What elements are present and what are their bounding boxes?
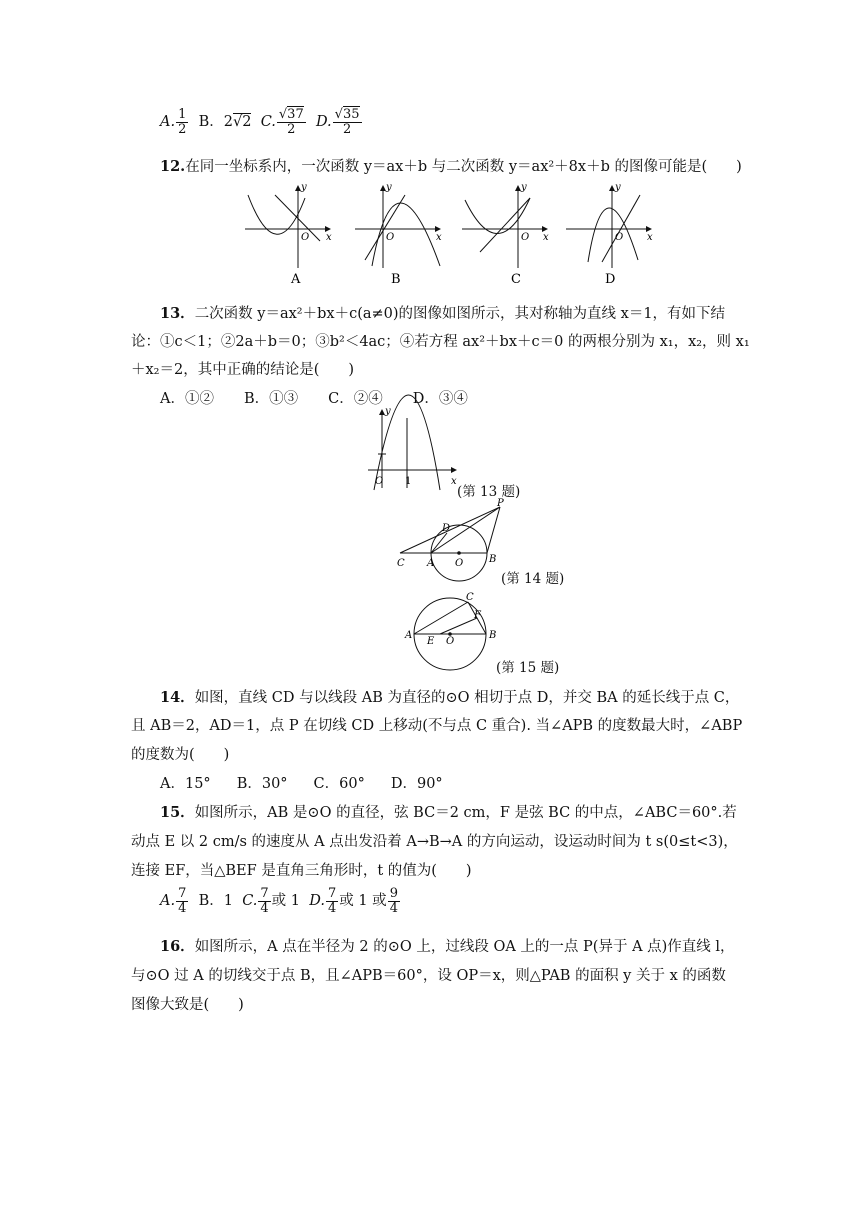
q15-option-c-fraction: $\frac{7}{4}$: [260, 886, 269, 916]
q12-b-origin: O: [386, 232, 395, 243]
q13-number: 13．: [160, 305, 195, 322]
q12-label-a: A: [291, 272, 301, 287]
q15-number: 15．: [160, 804, 195, 821]
q15-option-d-fraction: $\frac{7}{4}$: [327, 886, 337, 916]
fig13-axis-y: y: [385, 406, 391, 417]
q13-options: [160, 387, 468, 408]
q14-option-d: D．90°: [390, 776, 443, 792]
fig14-label-c: C: [397, 558, 405, 569]
q12-d-origin: O: [615, 232, 624, 243]
fig13-axis-x: x: [451, 476, 457, 487]
q12-d-axis-x: x: [647, 232, 653, 243]
q13-option-c: C．②④: [328, 391, 383, 407]
fig15-caption: (第 15 题): [496, 660, 560, 676]
q15-option-a-fraction: $\frac{7}{4}$: [178, 886, 187, 916]
fig14-graph: [400, 507, 500, 581]
q15-option-b: B．1: [198, 893, 233, 910]
fig14-label-p: P: [497, 498, 504, 509]
fig13-origin: O: [375, 476, 384, 487]
fig15-label-e: E: [427, 636, 435, 647]
fig15-label-o: O: [446, 636, 455, 647]
fig15-label-f: F: [474, 610, 481, 621]
q14-line1: 14．如图，直线 CD 与以线段 AB 为直径的⊙O 相切于点 D，并交 BA 的延长线于点 C，: [160, 689, 740, 706]
q12-graph-a: [245, 186, 330, 268]
q14-options: [160, 772, 443, 793]
q12-d-axis-y: y: [615, 182, 621, 193]
q15-option-c-label: C.: [242, 893, 258, 910]
q11-option-c-fraction: $\frac{√37}{2}$: [278, 107, 304, 137]
q12-text: 在同一坐标系内，一次函数 y＝ax＋b 与二次函数 y＝ax²＋8x＋b 的图像可能是( ): [185, 159, 742, 175]
q11-option-c-label: C.: [260, 114, 276, 131]
q12-b-axis-y: y: [386, 182, 392, 193]
q14-option-a: A．15°: [160, 776, 211, 792]
q12-graph-c: [462, 186, 547, 268]
q13-line1: 13．二次函数 y＝ax²＋bx＋c(a≠0)的图像如图所示，其对称轴为直线 x＝1，有如下结: [160, 305, 726, 322]
q12-label-b: B: [391, 272, 401, 287]
q15-option-d-mid: 或 1 或: [339, 893, 387, 910]
q13-option-b: B．①③: [243, 391, 299, 407]
q13-line2: 论：①c＜1；②2a＋b＝0；③b²＜4ac；④若方程 ax²＋bx＋c＝0 的两根分别为 x₁，x₂，则 x₁: [131, 334, 750, 350]
q15-line3: 连接 EF，当△BEF 是直角三角形时，t 的值为( ): [131, 863, 472, 879]
fig14-label-b: B: [489, 554, 497, 565]
q11-option-b-label: B．2√2: [198, 114, 252, 131]
q12-c-origin: O: [521, 232, 530, 243]
q12-c-axis-y: y: [521, 182, 527, 193]
q12-graph-b: [355, 186, 440, 268]
q14-option-c: C．60°: [313, 776, 365, 792]
q12-a-origin: O: [301, 232, 310, 243]
q13-option-d: D．③④: [412, 391, 468, 407]
fig15-label-a: A: [405, 630, 413, 641]
q11-option-b-sqrt: √2: [232, 114, 252, 131]
fig13-tick-1: 1: [405, 476, 412, 487]
q16-line3: 图像大致是( ): [131, 997, 244, 1013]
q12-b-axis-x: x: [436, 232, 442, 243]
fig14-label-a: A: [427, 558, 435, 569]
q15-option-a-label: A.: [160, 893, 176, 910]
fig15-label-b: B: [489, 630, 497, 641]
q15-options: [160, 887, 401, 915]
q14-line2: 且 AB＝2，AD＝1，点 P 在切线 CD 上移动(不与点 C 重合). 当∠APB 的度数最大时，∠ABP: [131, 718, 743, 734]
q13-line3: ＋x₂＝2，其中正确的结论是( ): [131, 362, 355, 378]
fig14-label-d: D: [442, 523, 451, 534]
q15-line2: 动点 E 以 2 cm/s 的速度从 A 点出发沿着 A→B→A 的方向运动，设运动时间为 t s(0≤t<3)，: [131, 834, 738, 850]
q12-graph-d: [566, 186, 651, 268]
q11-option-d-fraction: $\frac{√35}{2}$: [334, 107, 360, 137]
fig14-center-dot: [457, 551, 461, 555]
q12-number: 12.: [160, 158, 186, 175]
q11-option-a-label: A.: [160, 114, 176, 131]
q15-option-d-label: D.: [309, 893, 325, 910]
q11-option-a-fraction: $\frac{1}{2}$: [178, 107, 187, 137]
q15-option-d-fraction2: $\frac{9}{4}$: [389, 886, 398, 916]
fig13-caption: (第 13 题): [457, 484, 521, 500]
q16-line1: 16．如图所示，A 点在半径为 2 的⊙O 上，过线段 OA 上的一点 P(异于 A 点)作直线 l，: [160, 938, 735, 955]
q12-a-axis-x: x: [326, 232, 332, 243]
q12-a-axis-y: y: [301, 182, 307, 193]
q12-label-d: D: [605, 272, 616, 287]
q14-option-b: B．30°: [236, 776, 288, 792]
q15-option-c-tail: 或 1: [271, 893, 301, 910]
q15-line1: 15．如图所示，AB 是⊙O 的直径，弦 BC＝2 cm，F 是弦 BC 的中点，∠ABC＝60°.若: [160, 804, 737, 821]
q13-option-a: A．①②: [160, 391, 214, 407]
q14-line3: 的度数为( ): [131, 747, 230, 763]
fig14-caption: (第 14 题): [501, 571, 565, 587]
q11-option-d-label: D.: [315, 114, 332, 131]
q16-number: 16．: [160, 938, 195, 955]
q16-line2: 与⊙O 过 A 的切线交于点 B，且∠APB＝60°，设 OP＝x，则△PAB 的面积 y 关于 x 的函数: [131, 968, 726, 984]
fig15-label-c: C: [466, 592, 474, 603]
fig14-label-o: O: [455, 558, 464, 569]
q14-number: 14．: [160, 689, 195, 706]
q12-c-axis-x: x: [543, 232, 549, 243]
q12-label-c: C: [511, 272, 521, 287]
